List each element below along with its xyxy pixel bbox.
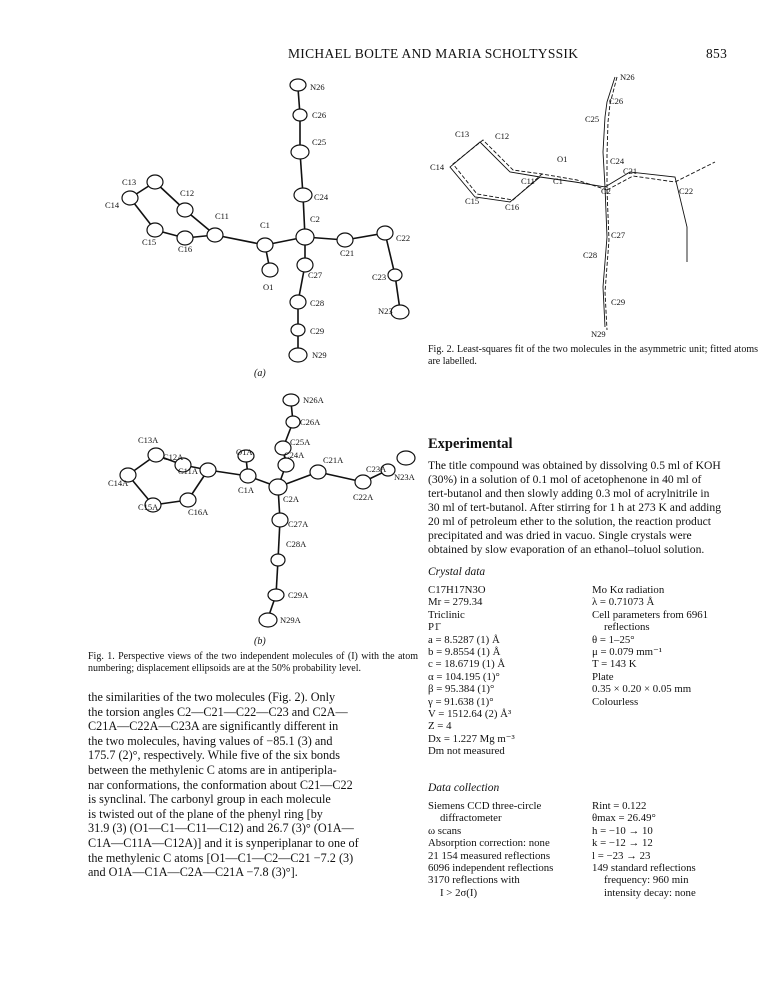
svg-text:C16A: C16A bbox=[188, 507, 209, 517]
crystal-item: P1̄ bbox=[428, 621, 440, 634]
collection-item: frequency: 960 min bbox=[604, 874, 689, 887]
svg-text:C12: C12 bbox=[180, 188, 195, 198]
figure-1a-ortep bbox=[100, 70, 430, 380]
figure-2-caption: Fig. 2. Least-squares fit of the two molecules in the asymmetric unit; fitted atoms are labelled. bbox=[428, 344, 758, 367]
collection-item: θmax = 26.49° bbox=[592, 812, 656, 825]
left-column-text bbox=[88, 690, 422, 880]
text-line: 31.9 (3) (O1—C1—C11—C12) and 26.7 (3)° (O1A— bbox=[88, 821, 354, 836]
svg-text:C26: C26 bbox=[312, 110, 327, 120]
collection-item: diffractometer bbox=[440, 812, 502, 825]
svg-text:C26: C26 bbox=[609, 96, 624, 106]
figure-1b-label: (b) bbox=[254, 636, 266, 647]
svg-text:C13: C13 bbox=[455, 129, 470, 139]
text-line: the methylenic C atoms [O1—C1—C2—C21 −7.2 (3) bbox=[88, 850, 354, 865]
svg-text:C28: C28 bbox=[310, 298, 325, 308]
svg-text:C28A: C28A bbox=[286, 539, 307, 549]
svg-text:C25: C25 bbox=[312, 137, 327, 147]
data-collection-left bbox=[428, 800, 553, 899]
svg-text:C2: C2 bbox=[601, 186, 611, 196]
svg-text:C24: C24 bbox=[610, 156, 625, 166]
text-line: and O1A—C1A—C2A—C21A −7.8 (3)°]. bbox=[88, 865, 298, 880]
text-line: precipitated and was dried in vacuo. Single crystals were bbox=[428, 529, 692, 542]
svg-text:C23A: C23A bbox=[366, 464, 387, 474]
crystal-item: b = 9.8554 (1) Å bbox=[428, 646, 501, 659]
text-line: the similarities of the two molecules (Fig. 2). Only bbox=[88, 690, 336, 704]
collection-item: I > 2σ(I) bbox=[440, 886, 478, 899]
svg-text:C15A: C15A bbox=[138, 502, 159, 512]
svg-text:C2A: C2A bbox=[283, 494, 300, 504]
text-line: is synclinal. The carbonyl group in each molecule bbox=[88, 792, 331, 807]
text-line: tert-butanol and then slowly adding 0.3 mol of acrylnitrile in bbox=[428, 487, 710, 500]
svg-text:N29A: N29A bbox=[280, 615, 301, 625]
svg-text:O1: O1 bbox=[263, 282, 274, 292]
figure-1b-ortep bbox=[108, 390, 438, 640]
crystal-item: Z = 4 bbox=[428, 720, 452, 733]
svg-text:C21: C21 bbox=[623, 166, 638, 176]
collection-item: 3170 reflections with bbox=[428, 874, 520, 887]
svg-text:C29: C29 bbox=[611, 297, 626, 307]
collection-item: l = −23 → 23 bbox=[592, 849, 651, 862]
data-collection-right bbox=[592, 800, 696, 899]
text-line: The title compound was obtained by dissolving 0.5 ml of KOH bbox=[428, 459, 721, 472]
svg-text:N23: N23 bbox=[378, 306, 393, 316]
crystal-item: γ = 91.638 (1)° bbox=[428, 695, 494, 708]
svg-text:C29A: C29A bbox=[288, 590, 309, 600]
crystal-data-right bbox=[592, 584, 708, 708]
svg-text:C25: C25 bbox=[585, 114, 600, 124]
section-heading-experimental: Experimental bbox=[428, 436, 513, 452]
crystal-item: Mr = 279.34 bbox=[428, 596, 483, 609]
collection-item: Rint = 0.122 bbox=[592, 800, 647, 812]
svg-text:C22A: C22A bbox=[353, 492, 374, 502]
svg-text:C15: C15 bbox=[142, 237, 157, 247]
svg-text:C22: C22 bbox=[396, 233, 411, 243]
svg-text:C16: C16 bbox=[178, 244, 193, 254]
text-line: 175.7 (2)°, respectively. While five of the six bonds bbox=[88, 748, 340, 763]
crystal-item: a = 8.5287 (1) Å bbox=[428, 633, 500, 646]
svg-text:C1: C1 bbox=[260, 220, 270, 230]
crystal-item: T = 143 K bbox=[592, 658, 637, 671]
svg-text:C13: C13 bbox=[122, 177, 137, 187]
crystal-item: θ = 1–25° bbox=[592, 633, 635, 646]
crystal-item: Triclinic bbox=[428, 608, 465, 621]
svg-text:C14: C14 bbox=[105, 200, 120, 210]
crystal-item: α = 104.195 (1)° bbox=[428, 670, 500, 683]
svg-text:C11A: C11A bbox=[178, 466, 198, 476]
svg-text:C13A: C13A bbox=[138, 435, 159, 445]
svg-text:C11: C11 bbox=[521, 176, 535, 186]
text-line: obtained by slow evaporation of an ethanol–toluol solution. bbox=[428, 543, 705, 556]
crystal-item: λ = 0.71073 Å bbox=[592, 596, 655, 609]
subheading-data-collection: Data collection bbox=[428, 782, 500, 794]
crystal-item: Colourless bbox=[592, 695, 639, 708]
running-header: MICHAEL BOLTE AND MARIA SCHOLTYSSIK bbox=[288, 46, 579, 61]
svg-text:C28: C28 bbox=[583, 250, 598, 260]
svg-text:N29: N29 bbox=[591, 329, 606, 339]
svg-text:C29: C29 bbox=[310, 326, 325, 336]
crystal-item: Dm not measured bbox=[428, 745, 505, 758]
svg-text:C14A: C14A bbox=[108, 478, 129, 488]
text-line: the torsion angles C2—C21—C22—C23 and C2A— bbox=[88, 704, 348, 719]
svg-text:C21: C21 bbox=[340, 248, 355, 258]
figure-1-caption: Fig. 1. Perspective views of the two independent molecules of (I) with the atom numbering; displacement ellipsoids are at the 50% probability level. bbox=[88, 651, 418, 674]
crystal-item: C17H17N3O bbox=[428, 584, 486, 596]
figure-1a-label: (a) bbox=[254, 368, 266, 379]
svg-text:C23: C23 bbox=[372, 272, 387, 282]
text-line: 20 ml of petroleum ether to the solution, the reaction product bbox=[428, 515, 712, 528]
svg-text:C11: C11 bbox=[215, 211, 229, 221]
svg-text:O1: O1 bbox=[557, 154, 568, 164]
text-line: between the methylenic C atoms are in antiperipla- bbox=[88, 762, 337, 777]
crystal-item: Plate bbox=[592, 670, 614, 683]
svg-text:C27A: C27A bbox=[288, 519, 309, 529]
text-line: (30%) in a solution of 0.1 mol of acetophenone in 40 ml of bbox=[428, 473, 702, 486]
experimental-text bbox=[428, 459, 758, 557]
text-line: is twisted out of the plane of the phenyl ring [by bbox=[88, 806, 323, 821]
svg-text:C12: C12 bbox=[495, 131, 510, 141]
svg-text:C25A: C25A bbox=[290, 437, 311, 447]
svg-text:N29: N29 bbox=[312, 350, 327, 360]
svg-text:C14: C14 bbox=[430, 162, 445, 172]
svg-text:N26A: N26A bbox=[303, 395, 324, 405]
svg-text:O1A: O1A bbox=[236, 447, 253, 457]
svg-text:C24A: C24A bbox=[284, 450, 305, 460]
svg-text:C2: C2 bbox=[310, 214, 320, 224]
crystal-item: 0.35 × 0.20 × 0.05 mm bbox=[592, 683, 692, 696]
crystal-item: Cell parameters from 6961 bbox=[592, 608, 709, 621]
collection-item: intensity decay: none bbox=[604, 886, 696, 899]
crystal-item: V = 1512.64 (2) Å³ bbox=[428, 708, 512, 721]
collection-item: Absorption correction: none bbox=[428, 837, 550, 850]
svg-text:C27: C27 bbox=[308, 270, 323, 280]
collection-item: k = −12 → 12 bbox=[592, 837, 653, 850]
collection-item: ω scans bbox=[428, 824, 462, 837]
collection-item: 149 standard reflections bbox=[592, 862, 696, 875]
svg-text:C27: C27 bbox=[611, 230, 626, 240]
text-line: nar conformations, the conformation about C21—C22 bbox=[88, 777, 353, 792]
svg-text:C12A: C12A bbox=[163, 452, 184, 462]
collection-item: 6096 independent reflections bbox=[428, 862, 554, 875]
svg-text:C1A: C1A bbox=[238, 485, 255, 495]
crystal-item: reflections bbox=[604, 621, 650, 634]
svg-text:C24: C24 bbox=[314, 192, 329, 202]
text-line: C1A—C11A—C12A)] and it is synperiplanar to one of bbox=[88, 835, 359, 850]
text-line: C21A—C22A—C23A are significantly different in bbox=[88, 719, 339, 734]
svg-text:N26: N26 bbox=[310, 82, 325, 92]
svg-text:N23A: N23A bbox=[394, 472, 415, 482]
crystal-item: Dx = 1.227 Mg m⁻³ bbox=[428, 732, 515, 745]
svg-text:C26A: C26A bbox=[300, 417, 321, 427]
svg-text:C1: C1 bbox=[553, 176, 563, 186]
subheading-crystal-data: Crystal data bbox=[428, 566, 486, 578]
crystal-item: β = 95.384 (1)° bbox=[428, 683, 495, 696]
crystal-item: Mo Kα radiation bbox=[592, 584, 665, 596]
crystal-item: μ = 0.079 mm⁻¹ bbox=[592, 646, 663, 659]
svg-text:C15: C15 bbox=[465, 196, 480, 206]
svg-text:C16: C16 bbox=[505, 202, 520, 212]
text-line: the two molecules, having values of −85.1 (3) and bbox=[88, 733, 333, 748]
svg-text:C21A: C21A bbox=[323, 455, 344, 465]
crystal-item: c = 18.6719 (1) Å bbox=[428, 658, 506, 671]
text-line: 30 ml of tert-butanol. After stirring for 1 h at 273 K and adding bbox=[428, 501, 722, 514]
page-number: 853 bbox=[706, 46, 728, 61]
collection-item: Siemens CCD three-circle bbox=[428, 800, 542, 812]
svg-text:C22: C22 bbox=[679, 186, 694, 196]
svg-text:N26: N26 bbox=[620, 72, 635, 82]
collection-item: h = −10 → 10 bbox=[592, 824, 653, 837]
crystal-data-left bbox=[428, 584, 515, 758]
collection-item: 21 154 measured reflections bbox=[428, 849, 551, 862]
figure-2-overlay bbox=[425, 72, 715, 342]
